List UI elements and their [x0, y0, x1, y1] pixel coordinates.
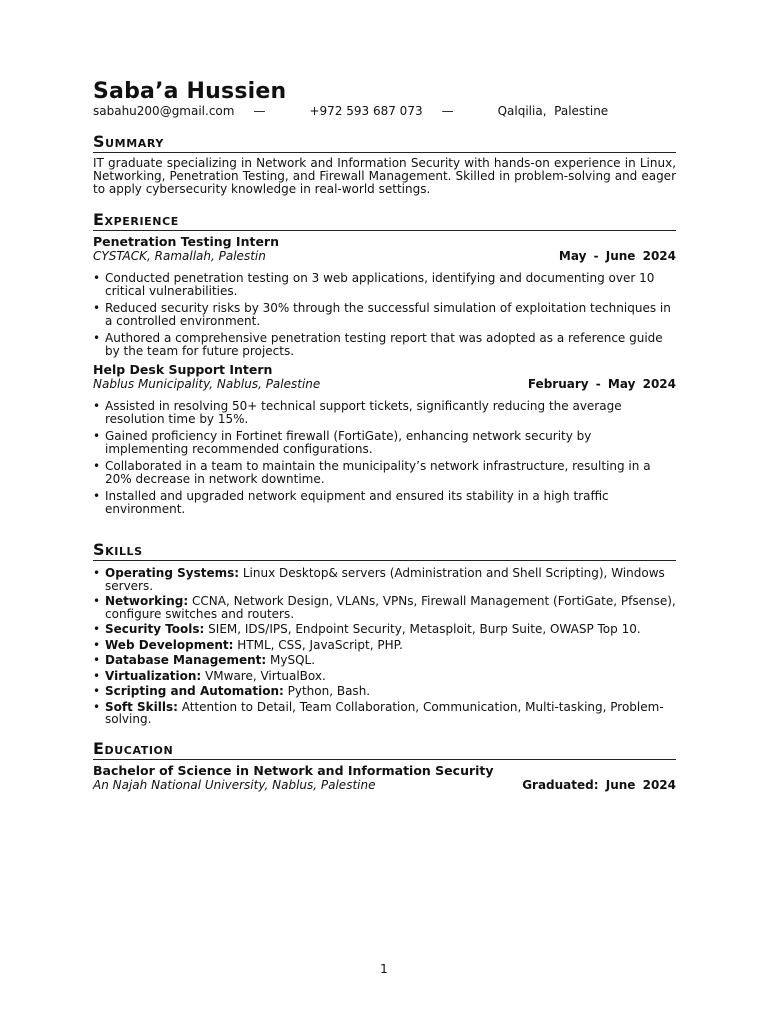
education-heading: Education — [93, 740, 676, 760]
job-entry — [93, 235, 676, 357]
list-item: • Installed and upgraded network equipment and ensured its stability in a high traffic environment. — [93, 489, 609, 516]
summary-text: IT graduate specializing in Network and Information Security with hands-on experience in Linux, Networking, Penetration Testing, and Firewall Management. Skilled in problem-solving and eager to apply cybersecurity knowledge in real-world settings. — [93, 156, 676, 196]
list-item: • Gained proficiency in Fortinet firewall (FortiGate), enhancing network security by implementing recommended configurations. — [93, 429, 592, 456]
summary-heading: Summary — [93, 133, 676, 153]
resume-page — [93, 78, 676, 792]
education-meta — [93, 778, 676, 792]
degree-title: Bachelor of Science in Network and Information Security — [93, 762, 494, 778]
skills-heading: Skills — [93, 541, 676, 561]
list-item: • Web Development: HTML, CSS, JavaScript, PHP. — [93, 637, 403, 652]
job-entry — [93, 363, 676, 515]
list-item: • Database Management: MySQL. — [93, 653, 316, 667]
list-item: • Collaborated in a team to maintain the municipality’s network infrastructure, resulting in a 20% decrease in network downtime. — [93, 459, 651, 486]
contact-separator: — — [441, 104, 454, 118]
list-item: • Operating Systems: Linux Desktop& servers (Administration and Shell Scripting), Windows servers. — [93, 566, 665, 593]
job-bullets — [93, 272, 676, 357]
job-meta — [93, 377, 676, 391]
list-item: • Soft Skills: Attention to Detail, Team Collaboration, Communication, Multi-tasking, Problem-solving. — [93, 699, 664, 726]
job-bullets — [93, 400, 676, 515]
list-item: • Scripting and Automation: Python, Bash. — [93, 684, 371, 698]
education-section — [93, 740, 676, 792]
list-item: • Conducted penetration testing on 3 web applications, identifying and documenting over 10 critical vulnerabilities. — [93, 271, 655, 298]
contact-line — [93, 104, 676, 118]
job-date: May - June 2024 — [558, 249, 676, 263]
list-item: • Virtualization: VMware, VirtualBox. — [93, 668, 326, 683]
skills-section — [93, 541, 676, 726]
job-organization: CYSTACK, Ramallah, Palestin — [93, 249, 266, 263]
experience-section — [93, 211, 676, 515]
school-name: An Najah National University, Nablus, Palestine — [93, 777, 376, 792]
list-item: • Assisted in resolving 50+ technical support tickets, significantly reducing the average resolution time by 15%. — [93, 399, 622, 426]
page-number: 1 — [380, 962, 388, 976]
location-text: Qalqilia, Palestine — [497, 104, 609, 118]
skills-list — [93, 567, 676, 726]
job-organization: Nablus Municipality, Nablus, Palestine — [93, 377, 321, 391]
contact-separator: — — [253, 104, 266, 118]
list-item: • Security Tools: SIEM, IDS/IPS, Endpoint Security, Metasploit, Burp Suite, OWASP Top 10. — [93, 622, 641, 636]
phone-text: +972 593 687 073 — [309, 104, 423, 118]
list-item: • Reduced security risks by 30% through the successful simulation of exploitation techniques in a controlled environment. — [93, 301, 671, 328]
candidate-name: Saba’a Hussien — [93, 79, 287, 104]
email-text: sabahu200@gmail.com — [93, 104, 235, 118]
list-item: • Authored a comprehensive penetration testing report that was adopted as a reference guide by the team for future projects. — [93, 331, 663, 358]
experience-heading: Experience — [93, 211, 676, 231]
job-meta — [93, 249, 676, 263]
summary-section — [93, 133, 676, 196]
list-item: • Networking: CCNA, Network Design, VLANs, VPNs, Firewall Management (FortiGate, Pfsense), configure switches and routers. — [93, 594, 676, 621]
job-title: Penetration Testing Intern — [93, 234, 279, 249]
graduation-date: Graduated: June 2024 — [522, 777, 676, 792]
job-date: February - May 2024 — [527, 377, 676, 391]
job-title: Help Desk Support Intern — [93, 362, 273, 377]
